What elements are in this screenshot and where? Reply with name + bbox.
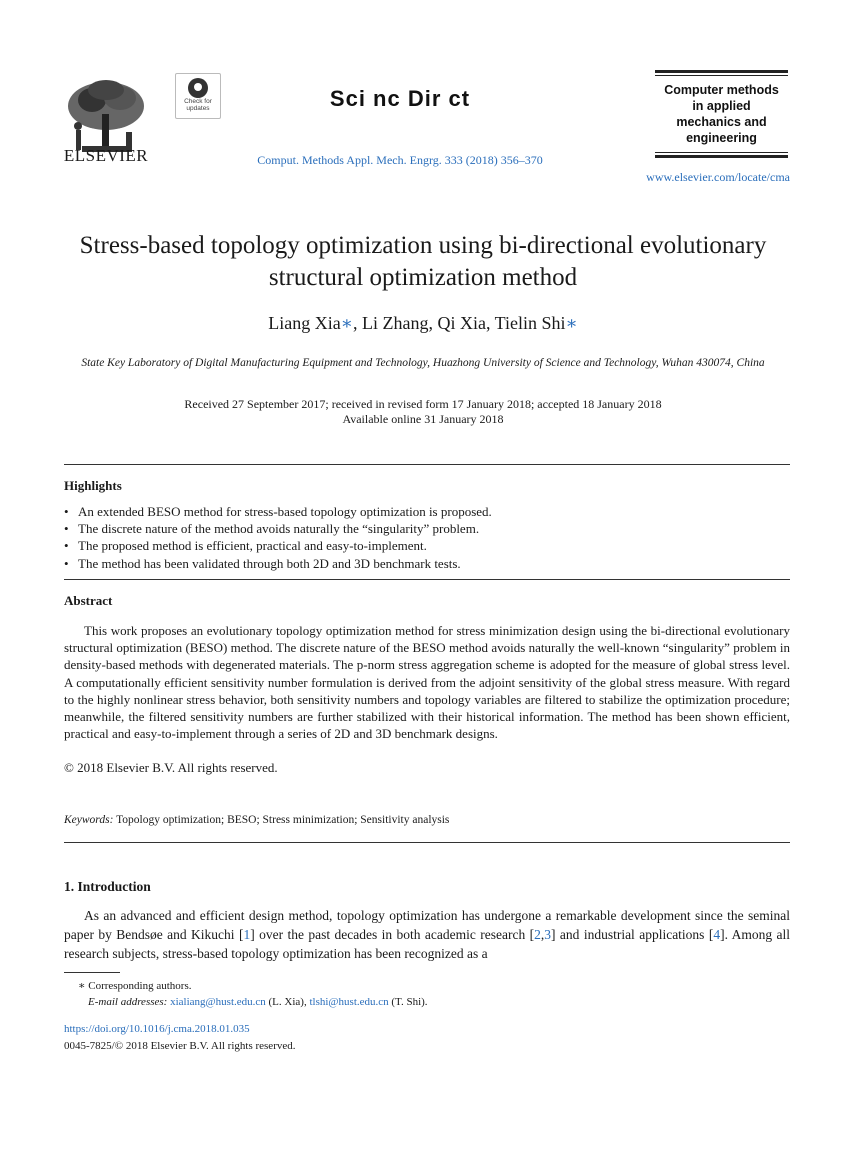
author-name: Li Zhang bbox=[361, 313, 429, 333]
journal-citation[interactable]: Comput. Methods Appl. Mech. Engrg. 333 (2018) 356–370 bbox=[257, 153, 543, 167]
article-title: Stress-based topology optimization using bi-directional evolutionary structural optimization method bbox=[79, 232, 767, 291]
footnote-divider bbox=[64, 972, 120, 973]
section-divider bbox=[64, 842, 790, 843]
section-divider bbox=[64, 579, 790, 580]
email-link[interactable]: tlshi@hust.edu.cn bbox=[309, 996, 389, 1008]
highlight-item: • An extended BESO method for stress-based topology optimization is proposed. bbox=[64, 503, 790, 520]
received-dates: Received 27 September 2017; received in revised form 17 January 2018; accepted 18 January 2018 bbox=[184, 397, 662, 411]
journal-logo-rule bbox=[655, 70, 788, 73]
introduction-paragraph: As an advanced and efficient design method, topology optimization has undergone a remarkable development since the seminal paper by Bendsøe and Kikuchi [1] over the past decades in both academic research [2,3] and industrial applications [4]. Among all research subjects, stress-based topology optimization has been recognized as a bbox=[64, 908, 791, 961]
highlight-item: • The discrete nature of the method avoids naturally the “singularity” problem. bbox=[64, 520, 790, 537]
author-name: Liang Xia bbox=[268, 313, 341, 333]
journal-logo-rule bbox=[655, 155, 788, 158]
highlight-item: • The method has been validated through both 2D and 3D benchmark tests. bbox=[64, 555, 790, 572]
citation-link[interactable]: 3 bbox=[544, 927, 552, 942]
abstract-heading: Abstract bbox=[64, 593, 113, 608]
corresponding-mark[interactable]: ∗ bbox=[340, 313, 353, 333]
sciencedirect-logo[interactable]: Sci nc Dir ct bbox=[329, 86, 471, 111]
abstract-copyright: © 2018 Elsevier B.V. All rights reserved. bbox=[64, 760, 278, 775]
journal-logo-rule bbox=[655, 152, 788, 153]
author-name: Tielin Shi bbox=[494, 313, 566, 333]
doi-link[interactable]: https://doi.org/10.1016/j.cma.2018.01.035 bbox=[64, 1023, 250, 1035]
citation-link[interactable]: 4 bbox=[713, 927, 721, 942]
author-name: Qi Xia bbox=[437, 313, 486, 333]
check-updates-icon bbox=[188, 78, 208, 98]
check-updates-label: Check for updates bbox=[184, 98, 212, 112]
journal-logo bbox=[655, 70, 788, 160]
keywords bbox=[64, 814, 449, 826]
footnote-emails: E-mail addresses: xialiang@hust.edu.cn (L. Xia), tlshi@hust.edu.cn (T. Shi). bbox=[88, 996, 428, 1008]
abstract-body bbox=[64, 622, 790, 742]
issn-copyright: 0045-7825/© 2018 Elsevier B.V. All rights reserved. bbox=[64, 1040, 296, 1052]
article-history bbox=[65, 397, 781, 427]
keywords-label: Keywords: bbox=[64, 814, 114, 826]
corresponding-mark[interactable]: ∗ bbox=[565, 313, 578, 333]
journal-name: Computer methods in applied mechanics and engineering bbox=[664, 83, 779, 145]
introduction-body bbox=[64, 906, 790, 963]
introduction-heading: 1. Introduction bbox=[64, 879, 151, 894]
footnote-corresponding: ∗ Corresponding authors. bbox=[78, 980, 192, 992]
affiliation: State Key Laboratory of Digital Manufacturing Equipment and Technology, Huazhong University of Science and Technology, Wuhan 430074, China bbox=[81, 357, 765, 369]
journal-logo-rule bbox=[655, 75, 788, 76]
publisher-name: ELSEVIER bbox=[63, 146, 149, 165]
section-divider bbox=[64, 464, 790, 465]
highlight-item: • The proposed method is efficient, practical and easy-to-implement. bbox=[64, 537, 790, 554]
citation-link[interactable]: 1 bbox=[243, 927, 251, 942]
check-for-updates-badge[interactable] bbox=[175, 73, 221, 119]
journal-url-link[interactable]: www.elsevier.com/locate/cma bbox=[646, 170, 790, 184]
abstract-text: This work proposes an evolutionary topology optimization method for stress minimization design using the bi-directional evolutionary structural optimization (BESO) method. The discrete nature of the BESO method avoids naturally the well-known “singularity” problem in density-based methods with degenerated materials. The p-norm stress aggregation scheme is adopted for the measure of global stress level. A computationally efficient sensitivity number formulation is derived from the adjoint sensitivity of the global stress measure. With regard to the highly nonlinear stress behavior, both sensitivity numbers and topology variables are filtered to stabilize the optimization procedure; meanwhile, the filtered sensitivity numbers are further stabilized with their historical information. The method has been shown efficient, practical and easy-to-implement through a series of 2D and 3D benchmark designs. bbox=[64, 623, 790, 742]
available-online: Available online 31 January 2018 bbox=[342, 412, 504, 426]
highlights-list bbox=[64, 503, 790, 572]
author-list: Liang Xia∗, Li Zhang, Qi Xia, Tielin Shi∗ bbox=[268, 313, 578, 333]
citation-link[interactable]: 2 bbox=[534, 927, 541, 942]
keywords-text: Topology optimization; BESO; Stress minimization; Sensitivity analysis bbox=[116, 814, 450, 826]
highlights-heading: Highlights bbox=[64, 478, 122, 493]
email-link[interactable]: xialiang@hust.edu.cn bbox=[170, 996, 266, 1008]
